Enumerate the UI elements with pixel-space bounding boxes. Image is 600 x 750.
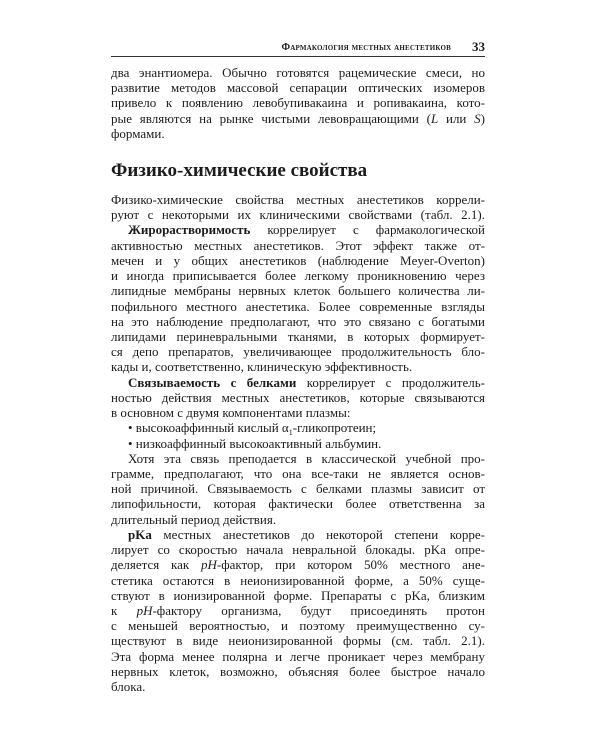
text-span: рые являются на рынке чистыми левовращающими (: [111, 110, 431, 126]
italic-term: L: [430, 110, 439, 126]
text-span: ществуют в виде неионизированной формы (см. табл. 2.1).: [111, 633, 485, 649]
text-span: деляется как: [111, 557, 201, 573]
text-line: [111, 466, 485, 481]
text-line: [111, 80, 485, 95]
text-span: пофильного местного анестетика. Более современные взгляды: [111, 298, 485, 314]
text-span: • высокоаффинный кислый α: [128, 420, 289, 436]
bullet-item: [128, 436, 485, 451]
text-span: лирует со скоростью начала невральной блокады. pKa опре-: [111, 542, 485, 558]
text-line: [111, 65, 485, 80]
text-span: кады и, соответственно, клиническую эффективность.: [111, 359, 413, 375]
text-span: грамме, предполагают, что она все-таки не является основ-: [111, 465, 485, 481]
text-span: в основном с двумя компонентами плазмы:: [111, 405, 351, 421]
text-span: -гликопротеин;: [292, 420, 377, 436]
text-line: [111, 588, 485, 603]
text-line: [128, 451, 485, 466]
text-line: [111, 557, 485, 572]
text-span: ной причиной. Связываемость с белками плазмы зависит от: [111, 481, 485, 497]
text-line: [111, 512, 485, 527]
text-span: на это наблюдение предполагают, что это связано с богатыми: [111, 313, 485, 329]
text-span: ствуют в ионизированной форме. Препараты с pKa, близким: [111, 587, 485, 603]
text-line: [111, 603, 485, 618]
text-line: [111, 633, 485, 648]
text-span: местных анестетиков до некоторой степени корре-: [151, 526, 485, 542]
text-span: Эта форма менее полярна и легче проникает через мембрану: [111, 648, 485, 664]
text-span: или: [438, 110, 475, 126]
text-line: [111, 618, 485, 633]
text-span: активностью местных анестетиков. Этот эффект также от-: [111, 237, 485, 253]
text-span: руют с некоторыми их клиническими свойствами (табл. 2.1).: [111, 207, 485, 223]
text-line: [111, 649, 485, 664]
text-span: блока.: [111, 679, 146, 695]
text-span: ностью действия местных анестетиков, которые связываются: [111, 389, 485, 405]
text-line: [128, 222, 485, 237]
text-span: -фактор, при котором 50% местного ане-: [216, 557, 485, 573]
text-span: липофильности, которая фактически более ответственна за: [111, 496, 485, 512]
text-span: к: [111, 602, 137, 618]
bold-term: pKa: [128, 526, 152, 542]
text-line: [111, 405, 485, 420]
italic-term: pH: [136, 602, 153, 618]
text-line: [111, 192, 485, 207]
text-line: [111, 268, 485, 283]
text-span: -фактору организма, будут присоединять протон: [152, 602, 485, 618]
subscript: 1: [288, 428, 293, 438]
bold-term: Жирорастворимость: [128, 222, 251, 238]
text-line: [111, 573, 485, 588]
text-line: [111, 390, 485, 405]
running-header: [111, 40, 485, 57]
text-span: и иногда приписывается более легкому проникновению через: [111, 268, 485, 284]
text-line: [111, 299, 485, 314]
text-span: коррелирует с фармакологической: [250, 222, 485, 238]
bullet-item: [128, 420, 485, 438]
text-line: [111, 664, 485, 679]
text-span: липидами периневральными тканями, в которых формирует-: [111, 328, 485, 344]
text-span: мечен и у общих анестетиков (наблюдение Meyer-Overton): [111, 252, 485, 268]
text-span: с меньшей вероятностью, и поэтому преимущественно су-: [111, 618, 485, 634]
text-span: два энантиомера. Обычно готовятся рацемические смеси, но: [111, 65, 485, 80]
text-line: [111, 481, 485, 496]
text-line: [111, 329, 485, 344]
text-line: [111, 95, 485, 110]
text-line: [111, 207, 485, 222]
text-span: привело к появлению левобупивакаина и ропивакаина, кото-: [111, 95, 485, 111]
running-title: Фармакология местных анестетиков: [281, 42, 451, 53]
text-line: [111, 111, 485, 126]
text-line: [111, 496, 485, 511]
text-line: [111, 253, 485, 268]
text-line: [111, 126, 485, 141]
text-span: коррелирует с продолжитель-: [296, 374, 485, 390]
text-line: [111, 359, 485, 374]
text-span: формами.: [111, 125, 165, 141]
text-line: [111, 283, 485, 298]
italic-term: pH: [200, 557, 217, 573]
section-heading: Физико-химические свойства: [111, 160, 368, 181]
text-span: ся депо препаратов, увеличивающее продолжительность бло-: [111, 344, 485, 360]
text-span: нервных клеток, возможно, объясняя более быстрое начало: [111, 663, 485, 679]
text-line: [111, 542, 485, 557]
text-span: Хотя эта связь преподается в классической учебной про-: [128, 450, 485, 466]
text-line: [111, 314, 485, 329]
text-span: Физико-химические свойства местных анестетиков коррели-: [111, 192, 485, 207]
text-span: стетика остаются в неионизированной форме, а 50% суще-: [111, 572, 485, 588]
text-line: [111, 238, 485, 253]
text-span: длительный период действия.: [111, 511, 277, 527]
text-line: [128, 375, 485, 390]
italic-term: S: [474, 110, 481, 126]
text-span: липидные мембраны нервных клеток большего количества ли-: [111, 283, 485, 299]
text-span: развитие методов массовой сепарации оптических изомеров: [111, 80, 485, 96]
page-number: 33: [472, 39, 485, 54]
text-span: ): [480, 110, 486, 126]
text-line: [111, 679, 485, 694]
text-span: • низкоаффинный высокоактивный альбумин.: [128, 435, 382, 451]
bold-term: Связываемость с белками: [128, 374, 297, 390]
text-line: [128, 527, 485, 542]
text-line: [111, 344, 485, 359]
